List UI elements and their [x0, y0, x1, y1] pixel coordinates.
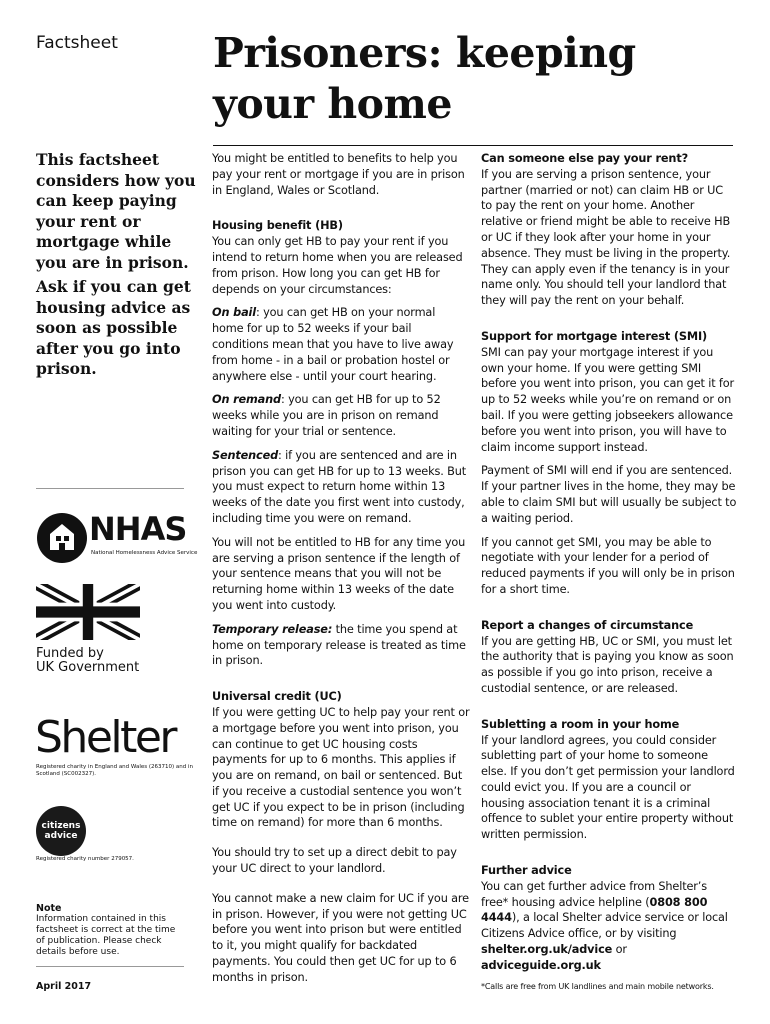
- sentenced-term: Sentenced: [212, 448, 279, 462]
- title-line-2: your home: [213, 80, 452, 128]
- remand-term: On remand: [212, 393, 281, 407]
- someone-else-paragraph: If you are serving a prison sentence, your partner (married or not) can claim HB or UC to pay the rent on your home. Another relative or friend might be able to receive HB or UC if they look after your home in your absence. They must be living in the property. They can apply even if the tenancy is in your name only. You should tell your landlord that they will pay the rent on your behalf.: [481, 167, 731, 308]
- sublet-paragraph: If your landlord agrees, you could consider subletting part of your home to someone else. If you don’t get permission your landlord could evict you. If you are a council or housing association tenant it is a criminal offence to sublet your entire property without written permission.: [481, 733, 735, 842]
- smi-cannot-paragraph: If you cannot get SMI, you may be able to negotiate with your lender for a period of reduced payments if you will only be in prison for a short time.: [481, 535, 735, 596]
- note-body: Information contained in this factsheet is correct at the time of publication. Please check details before use.: [36, 914, 176, 957]
- nhas-wordmark: NHAS: [89, 510, 187, 548]
- funded-line-1: Funded by: [36, 646, 104, 661]
- advice-callout: Ask if you can get housing advice as soon as possible after you go into prison.: [36, 277, 191, 378]
- helpline-number: 0808 800 4444: [481, 895, 708, 925]
- note-block: [36, 903, 186, 958]
- change-paragraph: If you are getting HB, UC or SMI, you must let the authority that is paying you know as soon as possible if you go into prison, receive a custodial sentence, or are released.: [481, 634, 734, 695]
- title-divider: [213, 145, 733, 146]
- bail-paragraph: [212, 305, 470, 384]
- section-heading-uc: Universal credit (UC): [212, 690, 342, 704]
- uc-direct-debit-paragraph: You should try to set up a direct debit to pay your UC direct to your landlord.: [212, 846, 457, 876]
- funded-line-2: UK Government: [36, 660, 140, 675]
- remand-text: : you can get HB for up to 52 weeks while you are in prison on remand waiting for your trial or sentence.: [212, 393, 441, 438]
- nhas-subtitle: National Homelessness Advice Service: [91, 550, 198, 556]
- intro-summary: This factsheet considers how you can keep paying your rent or mortgage while you are in prison.: [36, 150, 196, 272]
- citizens-advice-logo: [36, 806, 86, 856]
- sentenced-text: : if you are sentenced and are in prison you can get HB for up to 13 weeks. But you must expect to return home within 13 weeks of the date you first went into custody, including time you were on remand.: [212, 448, 466, 525]
- publication-date: April 2017: [36, 981, 92, 992]
- ca-line-2: advice: [44, 831, 78, 841]
- sentenced-paragraph: [212, 448, 470, 527]
- note-heading: Note: [36, 903, 62, 914]
- column-middle: [212, 151, 470, 994]
- page-title: [213, 28, 753, 130]
- ca-line-1: citizens: [41, 821, 81, 831]
- section-heading-hb: Housing benefit (HB): [212, 219, 343, 233]
- bail-term: On bail: [212, 306, 256, 320]
- uc-new-claim-paragraph: You cannot make a new claim for UC if you are in prison. However, if you were not getting UC before you went into prison but were entitled to it, you might qualify for backdated payments. You could then get UC for up to 6 months in prison.: [212, 891, 469, 984]
- ca-registration: Registered charity number 279057.: [36, 856, 134, 862]
- section-heading-smi: Support for mortgage interest (SMI): [481, 329, 708, 343]
- temp-text: the time you spend at home on temporary release is treated as time in prison.: [212, 622, 466, 668]
- uc-paragraph: If you were getting UC to help pay your rent or a mortgage before you went into prison, you can continue to get UC housing costs payments for up to 6 months. This applies if you are on remand, on bail or sentenced. But if you receive a custodial sentence you won’t get UC if you expect to be in prison (including time on remand) for more than 6 months.: [212, 705, 470, 830]
- adviceguide-link[interactable]: adviceguide.org.uk: [481, 958, 601, 972]
- left-divider: [36, 488, 184, 489]
- bail-text: : you can get HB on your normal home for up to 52 weeks if your bail conditions mean that you have to live away from home - in a bail or probation hostel or anywhere else - until your court hearing.: [212, 306, 454, 383]
- left-divider-bottom: [36, 966, 184, 967]
- advice-or: or: [612, 943, 627, 957]
- title-line-1: Prisoners: keeping: [213, 29, 636, 77]
- section-heading-sublet: Subletting a room in your home: [481, 717, 680, 731]
- section-heading-advice: Further advice: [481, 864, 572, 878]
- union-flag-icon: [36, 584, 140, 640]
- smi-end-paragraph: Payment of SMI will end if you are sentenced. If your partner lives in the home, they may be able to claim SMI but will usually be subject to a waiting period.: [481, 464, 737, 525]
- section-heading-someone-else: Can someone else pay your rent?: [481, 152, 688, 165]
- not-entitled-paragraph: You will not be entitled to HB for any time you are serving a prison sentence if the length of your sentence means that you will not be returning home within 13 weeks of the date you went into custody.: [212, 535, 466, 612]
- shelter-registration: Registered charity in England and Wales (263710) and in Scotland (SC002327).: [36, 764, 194, 777]
- section-heading-change: Report a changes of circumstance: [481, 618, 694, 632]
- calls-footnote: *Calls are free from UK landlines and main mobile networks.: [481, 981, 714, 991]
- advice-text-1: You can get further advice from Shelter’s free* housing advice helpline (: [481, 879, 707, 909]
- temp-term: Temporary release:: [212, 622, 333, 636]
- temporary-release-paragraph: [212, 622, 470, 669]
- intro-paragraph: You might be entitled to benefits to help you pay your rent or mortgage if you are in prison in England, Wales or Scotland.: [212, 152, 465, 197]
- funded-by-text: [36, 647, 186, 675]
- document-label: Factsheet: [36, 33, 118, 53]
- smi-paragraph: SMI can pay your mortgage interest if you own your home. If you were getting SMI before you went into prison, you can get it for up to 52 weeks while you’re on remand or on bail. If you were getting jobseekers allowance before you went into prison, you will have to claim income support instead.: [481, 345, 735, 454]
- advice-paragraph: [481, 879, 737, 974]
- column-right: [481, 151, 737, 999]
- shelter-advice-link[interactable]: shelter.org.uk/advice: [481, 943, 613, 957]
- hb-paragraph: You can only get HB to pay your rent if you intend to return home when you are released from prison. How long you can get HB for depends on your circumstances:: [212, 235, 463, 296]
- shelter-logo: Shelter: [35, 712, 176, 763]
- remand-paragraph: [212, 392, 470, 439]
- advice-text-2: ), a local Shelter advice service or local Citizens Advice office, or by visiting: [481, 911, 728, 941]
